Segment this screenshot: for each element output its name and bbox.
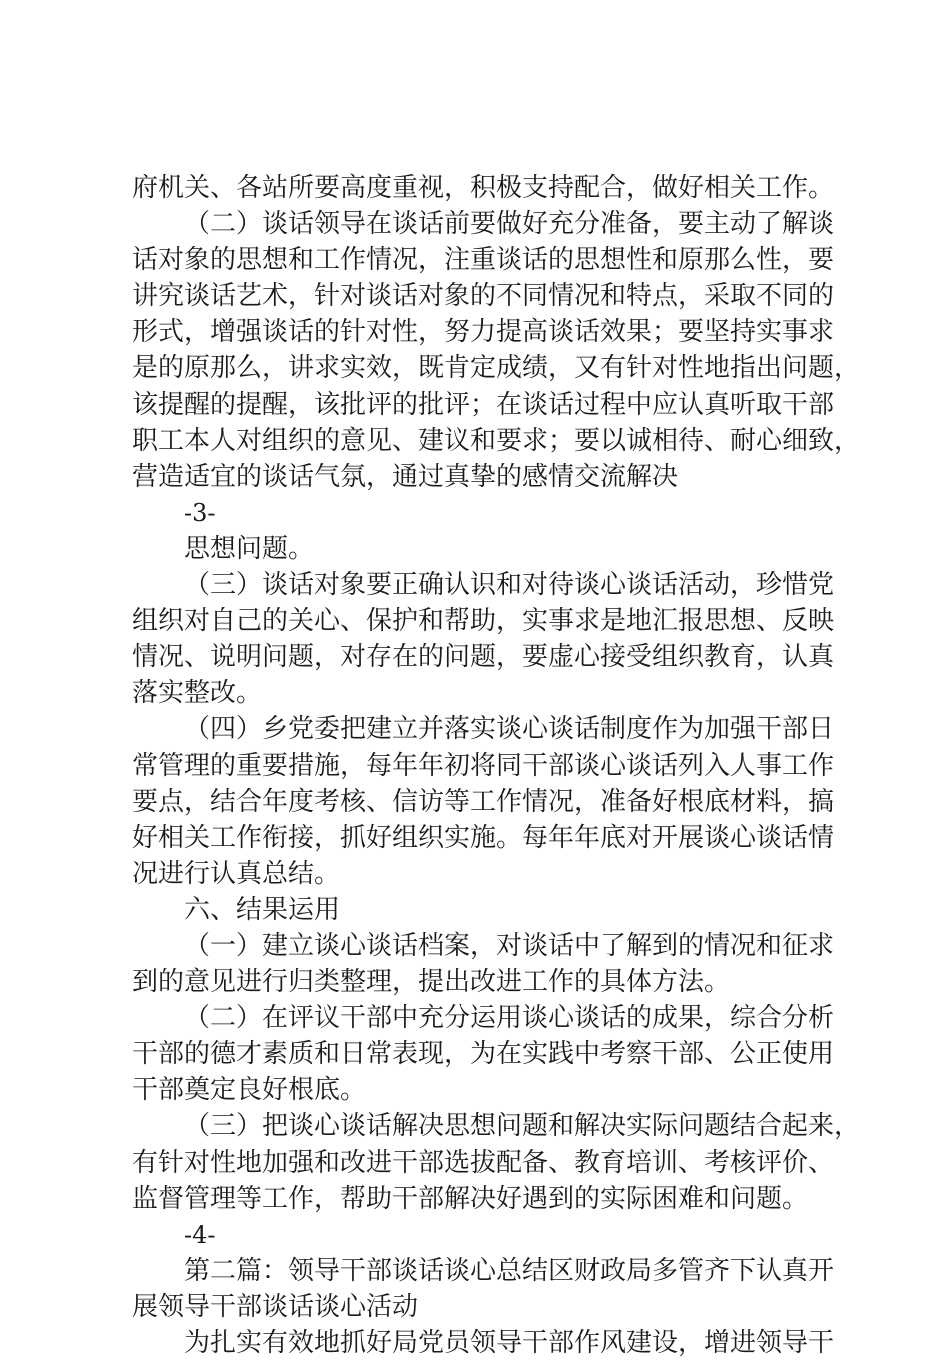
- text-line: 情况、说明问题，对存在的问题，要虚心接受组织教育，认真: [132, 642, 835, 673]
- text-line: （四）乡党委把建立并落实谈心谈话制度作为加强干部日: [184, 714, 835, 745]
- text-line: 常管理的重要措施，每年年初将同干部谈心谈话列入人事工作: [132, 750, 835, 781]
- text-line: 干部的德才素质和日常表现，为在实践中考察干部、公正使用: [132, 1039, 835, 1070]
- page-number: -4-: [184, 1220, 216, 1249]
- text-line: 形式，增强谈话的针对性，努力提高谈话效果；要坚持实事求: [132, 317, 835, 348]
- page-number: -3-: [184, 498, 216, 527]
- article-title: 展领导干部谈话谈心活动: [132, 1291, 419, 1322]
- text-line: （三）谈话对象要正确认识和对待谈心谈话活动，珍惜党: [184, 570, 835, 601]
- text-line: 营造适宜的谈话气氛，通过真挚的感情交流解决: [132, 461, 679, 492]
- section-heading: 六、结果运用: [184, 894, 341, 925]
- text-line: 职工本人对组织的意见、建议和要求；要以诚相待、耐心细致，: [132, 425, 861, 456]
- text-line: 该提醒的提醒，该批评的批评；在谈话过程中应认真听取干部: [132, 389, 835, 420]
- document-body: [132, 170, 861, 1361]
- text-line: 组织对自己的关心、保护和帮助，实事求是地汇报思想、反映: [132, 606, 835, 637]
- text-line: 到的意见进行归类整理，提出改进工作的具体方法。: [132, 967, 731, 998]
- text-line: 要点，结合年度考核、信访等工作情况，准备好根底材料，搞: [132, 786, 835, 817]
- text-line: 话对象的思想和工作情况，注重谈话的思想性和原那么性，要: [132, 245, 835, 276]
- text-line: 况进行认真总结。: [132, 858, 341, 889]
- text-line: 思想问题。: [184, 533, 315, 564]
- text-line: （二）在评议干部中充分运用谈心谈话的成果，综合分析: [184, 1003, 835, 1034]
- text-line: 监督管理等工作，帮助干部解决好遇到的实际困难和问题。: [132, 1183, 809, 1214]
- text-line: 好相关工作衔接，抓好组织实施。每年年底对开展谈心谈话情: [132, 822, 835, 853]
- text-line: 府机关、各站所要高度重视，积极支持配合，做好相关工作。: [132, 173, 835, 203]
- text-line: 干部奠定良好根底。: [132, 1075, 367, 1106]
- article-title: 第二篇：领导干部谈话谈心总结区财政局多管齐下认真开: [184, 1255, 835, 1286]
- text-line: （三）把谈心谈话解决思想问题和解决实际问题结合起来，: [184, 1111, 861, 1142]
- text-line: （一）建立谈心谈话档案，对谈话中了解到的情况和征求: [184, 930, 835, 961]
- text-line: 为扎实有效地抓好局党员领导干部作风建设，增进领导干: [184, 1328, 835, 1358]
- text-line: （二）谈话领导在谈话前要做好充分准备，要主动了解谈: [184, 209, 835, 240]
- text-line: 讲究谈话艺术，针对谈话对象的不同情况和特点，采取不同的: [132, 281, 835, 312]
- text-line: 是的原那么，讲求实效，既肯定成绩，又有针对性地指出问题，: [132, 353, 861, 384]
- text-line: 有针对性地加强和改进干部选拔配备、教育培训、考核评价、: [132, 1147, 835, 1178]
- text-line: 落实整改。: [132, 678, 263, 709]
